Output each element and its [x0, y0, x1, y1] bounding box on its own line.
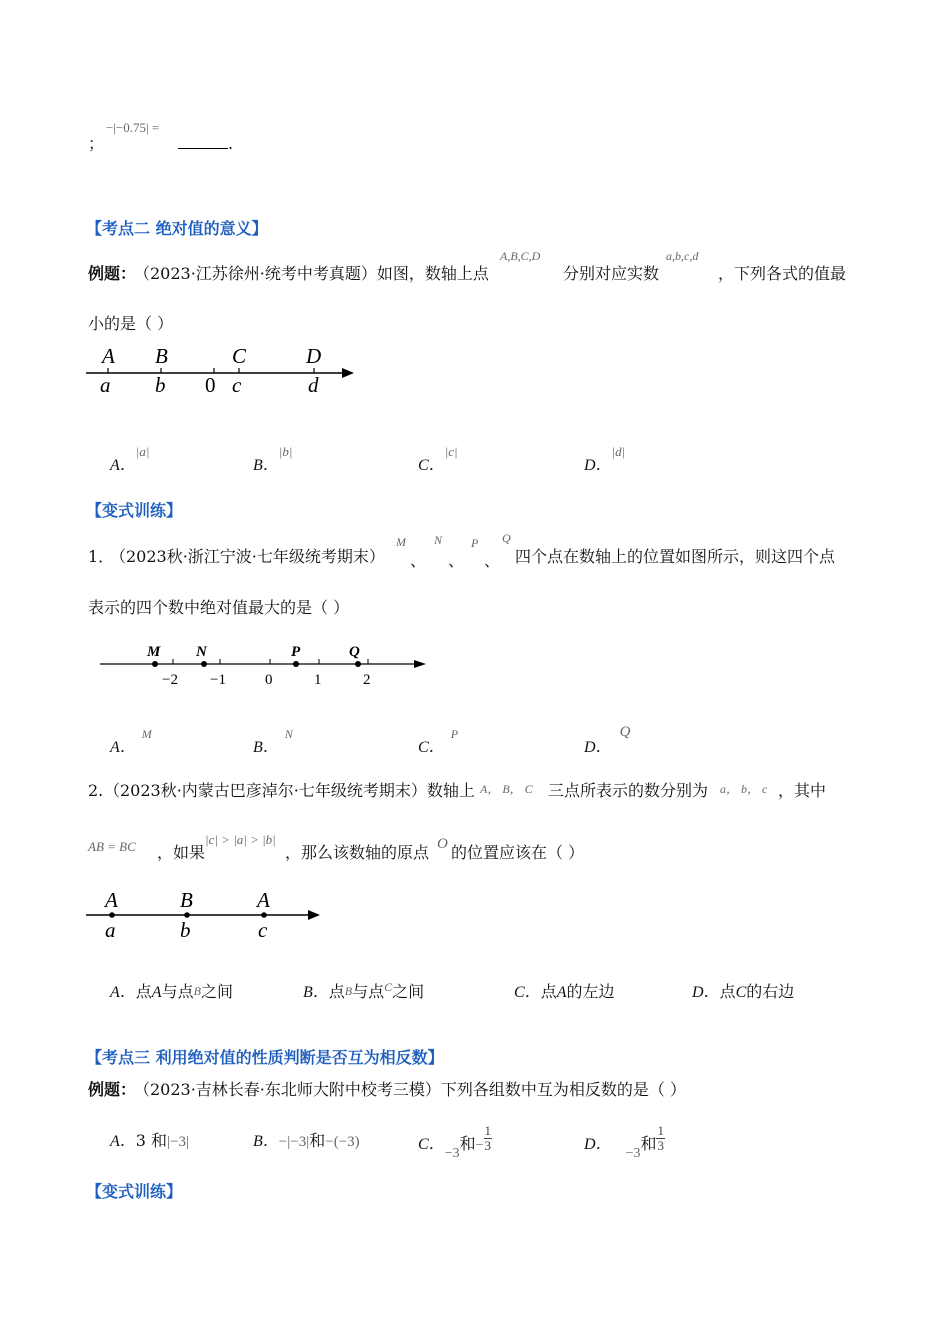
- option-letter: B．: [303, 984, 329, 1001]
- q1-sep2: 、: [448, 551, 465, 570]
- option-letter: B．: [253, 1133, 279, 1150]
- tick-label-two: 2: [363, 672, 371, 688]
- option-letter: D．: [584, 739, 612, 756]
- q2-values: a， b， c: [720, 782, 768, 796]
- q2-option-c[interactable]: [514, 982, 615, 1003]
- s3-option-b[interactable]: [253, 1131, 360, 1152]
- label-c: c: [232, 373, 242, 397]
- option-t1: 点: [328, 982, 345, 1001]
- option-c[interactable]: [418, 438, 458, 474]
- option-expr-2: −(−3): [325, 1134, 360, 1150]
- option-d[interactable]: [584, 438, 626, 474]
- fraction-numerator: 1: [657, 1123, 664, 1138]
- option-t3: 之间: [200, 982, 233, 1001]
- option-letter: A．: [110, 457, 136, 474]
- option-expr: −3: [625, 1146, 641, 1161]
- variant-heading-1: 【变式训练】: [86, 501, 183, 520]
- option-t2: 与点: [161, 982, 194, 1001]
- option-a[interactable]: [110, 438, 150, 474]
- q2-text-a: 三点所表示的数分别为: [548, 781, 709, 800]
- q2-condition-abs: |c| > |a| > |b|: [205, 832, 276, 847]
- example-text-pre: （2023·江苏徐州·统考中考真题）如图，数轴上点: [134, 264, 489, 283]
- option-expr: |a|: [135, 444, 150, 459]
- label-D: D: [306, 344, 322, 368]
- q1-option-b[interactable]: [253, 720, 293, 756]
- section-heading-2: 【考点二 绝对值的意义】: [86, 219, 268, 238]
- q1-text-b: 表示的四个数中绝对值最大的是（ ）: [88, 598, 350, 617]
- label-d: d: [308, 373, 319, 397]
- s3-option-c[interactable]: [418, 1123, 492, 1161]
- option-fraction: [484, 1124, 493, 1153]
- option-expr: |−3|: [167, 1134, 190, 1150]
- fraction-numerator: 1: [484, 1123, 492, 1138]
- tick-label-minus-1: −1: [210, 672, 226, 688]
- option-letter: C．: [418, 1136, 445, 1153]
- fraction-denominator: 3: [484, 1138, 492, 1153]
- option-letter: A．: [110, 1133, 136, 1150]
- label-B: B: [180, 888, 193, 912]
- label-A: A: [102, 344, 115, 368]
- q1-point-n: N: [434, 533, 443, 547]
- number-line-figure-3: [84, 884, 334, 946]
- number-line-arrow: [414, 660, 426, 668]
- top-semicolon: ；: [88, 134, 105, 153]
- option-letter: D．: [584, 1136, 612, 1153]
- q2-condition-ab-bc: AB = BC: [88, 839, 136, 854]
- option-sign: −: [475, 1138, 484, 1153]
- option-v1: C: [735, 984, 747, 1001]
- q1-point-m: M: [396, 535, 406, 549]
- fraction-denominator: 3: [657, 1138, 664, 1153]
- section-heading-3: 【考点三 利用绝对值的性质判断是否互为相反数】: [86, 1048, 444, 1067]
- number-line-arrow: [308, 910, 320, 920]
- q1-source: （2023秋·浙江宁波·七年级统考期末）: [110, 547, 385, 566]
- label-C: C: [232, 344, 247, 368]
- option-letter: C．: [514, 984, 541, 1001]
- number-line-figure-2: [96, 640, 436, 690]
- q1-point-q: Q: [502, 531, 511, 545]
- q1-sep3: 、: [484, 551, 501, 570]
- example-text-post: ，下列各式的值最: [718, 264, 847, 283]
- q2-source: （2023秋·内蒙古巴彦淖尔·七年级统考期末）数轴上: [104, 781, 475, 800]
- option-expr: N: [284, 727, 293, 741]
- option-text: 和: [309, 1131, 326, 1150]
- option-letter: D．: [584, 457, 612, 474]
- option-letter: C．: [418, 739, 445, 756]
- option-t1: 点: [135, 982, 152, 1001]
- label-zero: 0: [205, 373, 216, 397]
- example-text-mid: 分别对应实数: [563, 264, 660, 283]
- s3-option-a[interactable]: [110, 1131, 189, 1152]
- point-Q-label: Q: [349, 644, 360, 660]
- option-expr: −3: [444, 1146, 460, 1161]
- option-text: 和: [640, 1134, 657, 1153]
- q1-option-a[interactable]: [110, 720, 152, 756]
- example-label: 例题：: [88, 264, 137, 283]
- point-M-dot: [152, 661, 158, 667]
- q1-sep1: 、: [410, 551, 427, 570]
- option-v1: A: [556, 984, 567, 1001]
- q1-option-d[interactable]: [584, 718, 631, 756]
- q2-origin: O: [437, 836, 448, 852]
- number-line-figure-1: [84, 340, 364, 402]
- tick-label-one: 1: [314, 672, 322, 688]
- q2-option-a[interactable]: [110, 982, 233, 1003]
- option-fraction: [656, 1124, 665, 1153]
- q2-text-e: 的位置应该在（ ）: [451, 843, 585, 862]
- option-text: 3 和: [135, 1131, 168, 1150]
- q2-option-d[interactable]: [692, 982, 794, 1003]
- option-letter: D．: [692, 984, 720, 1001]
- answer-period: .: [228, 134, 234, 153]
- label-b: b: [180, 918, 191, 942]
- example-text-3: （2023·吉林长春·东北师大附中校考三模）下列各组数中互为相反数的是（ ）: [134, 1080, 686, 1099]
- option-expr: |b|: [278, 444, 293, 459]
- tick-label-zero: 0: [265, 672, 273, 688]
- abs-expression: −|−0.75| =: [106, 120, 160, 135]
- option-letter: B．: [253, 457, 279, 474]
- option-letter: B．: [253, 739, 279, 756]
- option-v1: B: [344, 984, 353, 998]
- option-t2: 的右边: [746, 982, 795, 1001]
- values-expr: a,b,c,d: [666, 249, 699, 263]
- number-line-arrow: [342, 368, 354, 378]
- answer-blank-line: [178, 134, 233, 154]
- q2-option-b[interactable]: [303, 982, 424, 1003]
- q1-option-c[interactable]: [418, 720, 459, 756]
- label-A-second: A: [257, 888, 270, 912]
- q2-text-b: ，其中: [778, 781, 827, 800]
- q1-point-p: P: [471, 536, 479, 550]
- option-b[interactable]: [253, 438, 293, 474]
- option-t3: 之间: [392, 982, 425, 1001]
- option-v2: B: [193, 984, 201, 998]
- points-expr: A,B,C,D: [500, 249, 541, 263]
- label-A: A: [105, 888, 118, 912]
- option-expr: P: [450, 727, 459, 741]
- q2-points: A， B， C: [480, 782, 533, 796]
- option-letter: A．: [110, 739, 136, 756]
- option-expr-1: −|−3|: [278, 1134, 310, 1150]
- point-Q-dot: [355, 661, 361, 667]
- point-c-dot: [261, 912, 267, 918]
- q1-text-a: 四个点在数轴上的位置如图所示，则这四个点: [515, 547, 836, 566]
- point-N-dot: [201, 661, 207, 667]
- option-expr: Q: [619, 724, 631, 740]
- point-b-dot: [184, 912, 190, 918]
- tick-label-minus-2: −2: [162, 672, 178, 688]
- option-expr: |d|: [611, 444, 626, 459]
- point-P-label: P: [291, 644, 301, 660]
- example-label-3: 例题：: [88, 1080, 137, 1099]
- option-expr: |c|: [444, 444, 458, 459]
- label-B: B: [155, 344, 168, 368]
- label-c: c: [258, 918, 268, 942]
- point-N-label: N: [196, 644, 207, 660]
- option-t2: 与点: [352, 982, 385, 1001]
- q2-text-d: ，那么该数轴的原点: [285, 843, 430, 862]
- answer-blank[interactable]: [178, 134, 228, 149]
- option-letter: C．: [418, 457, 445, 474]
- point-a-dot: [109, 912, 115, 918]
- s3-option-d[interactable]: [584, 1123, 665, 1161]
- point-M-label: M: [147, 644, 161, 660]
- option-letter: A．: [110, 984, 136, 1001]
- example-text-line2: 小的是（ ）: [88, 314, 174, 333]
- option-expr: M: [141, 727, 152, 741]
- label-a: a: [100, 373, 111, 397]
- variant-heading-2: 【变式训练】: [86, 1182, 183, 1201]
- label-b: b: [155, 373, 166, 397]
- option-v2: C: [384, 980, 393, 994]
- option-t2: 的左边: [566, 982, 615, 1001]
- option-t1: 点: [540, 982, 557, 1001]
- q1-number: 1．: [88, 547, 115, 566]
- point-P-dot: [293, 661, 299, 667]
- option-text: 和: [459, 1134, 476, 1153]
- q2-number: 2.: [88, 781, 104, 800]
- label-a: a: [105, 918, 116, 942]
- option-v1: A: [151, 984, 162, 1001]
- q2-text-c: ，如果: [157, 843, 206, 862]
- option-t1: 点: [719, 982, 736, 1001]
